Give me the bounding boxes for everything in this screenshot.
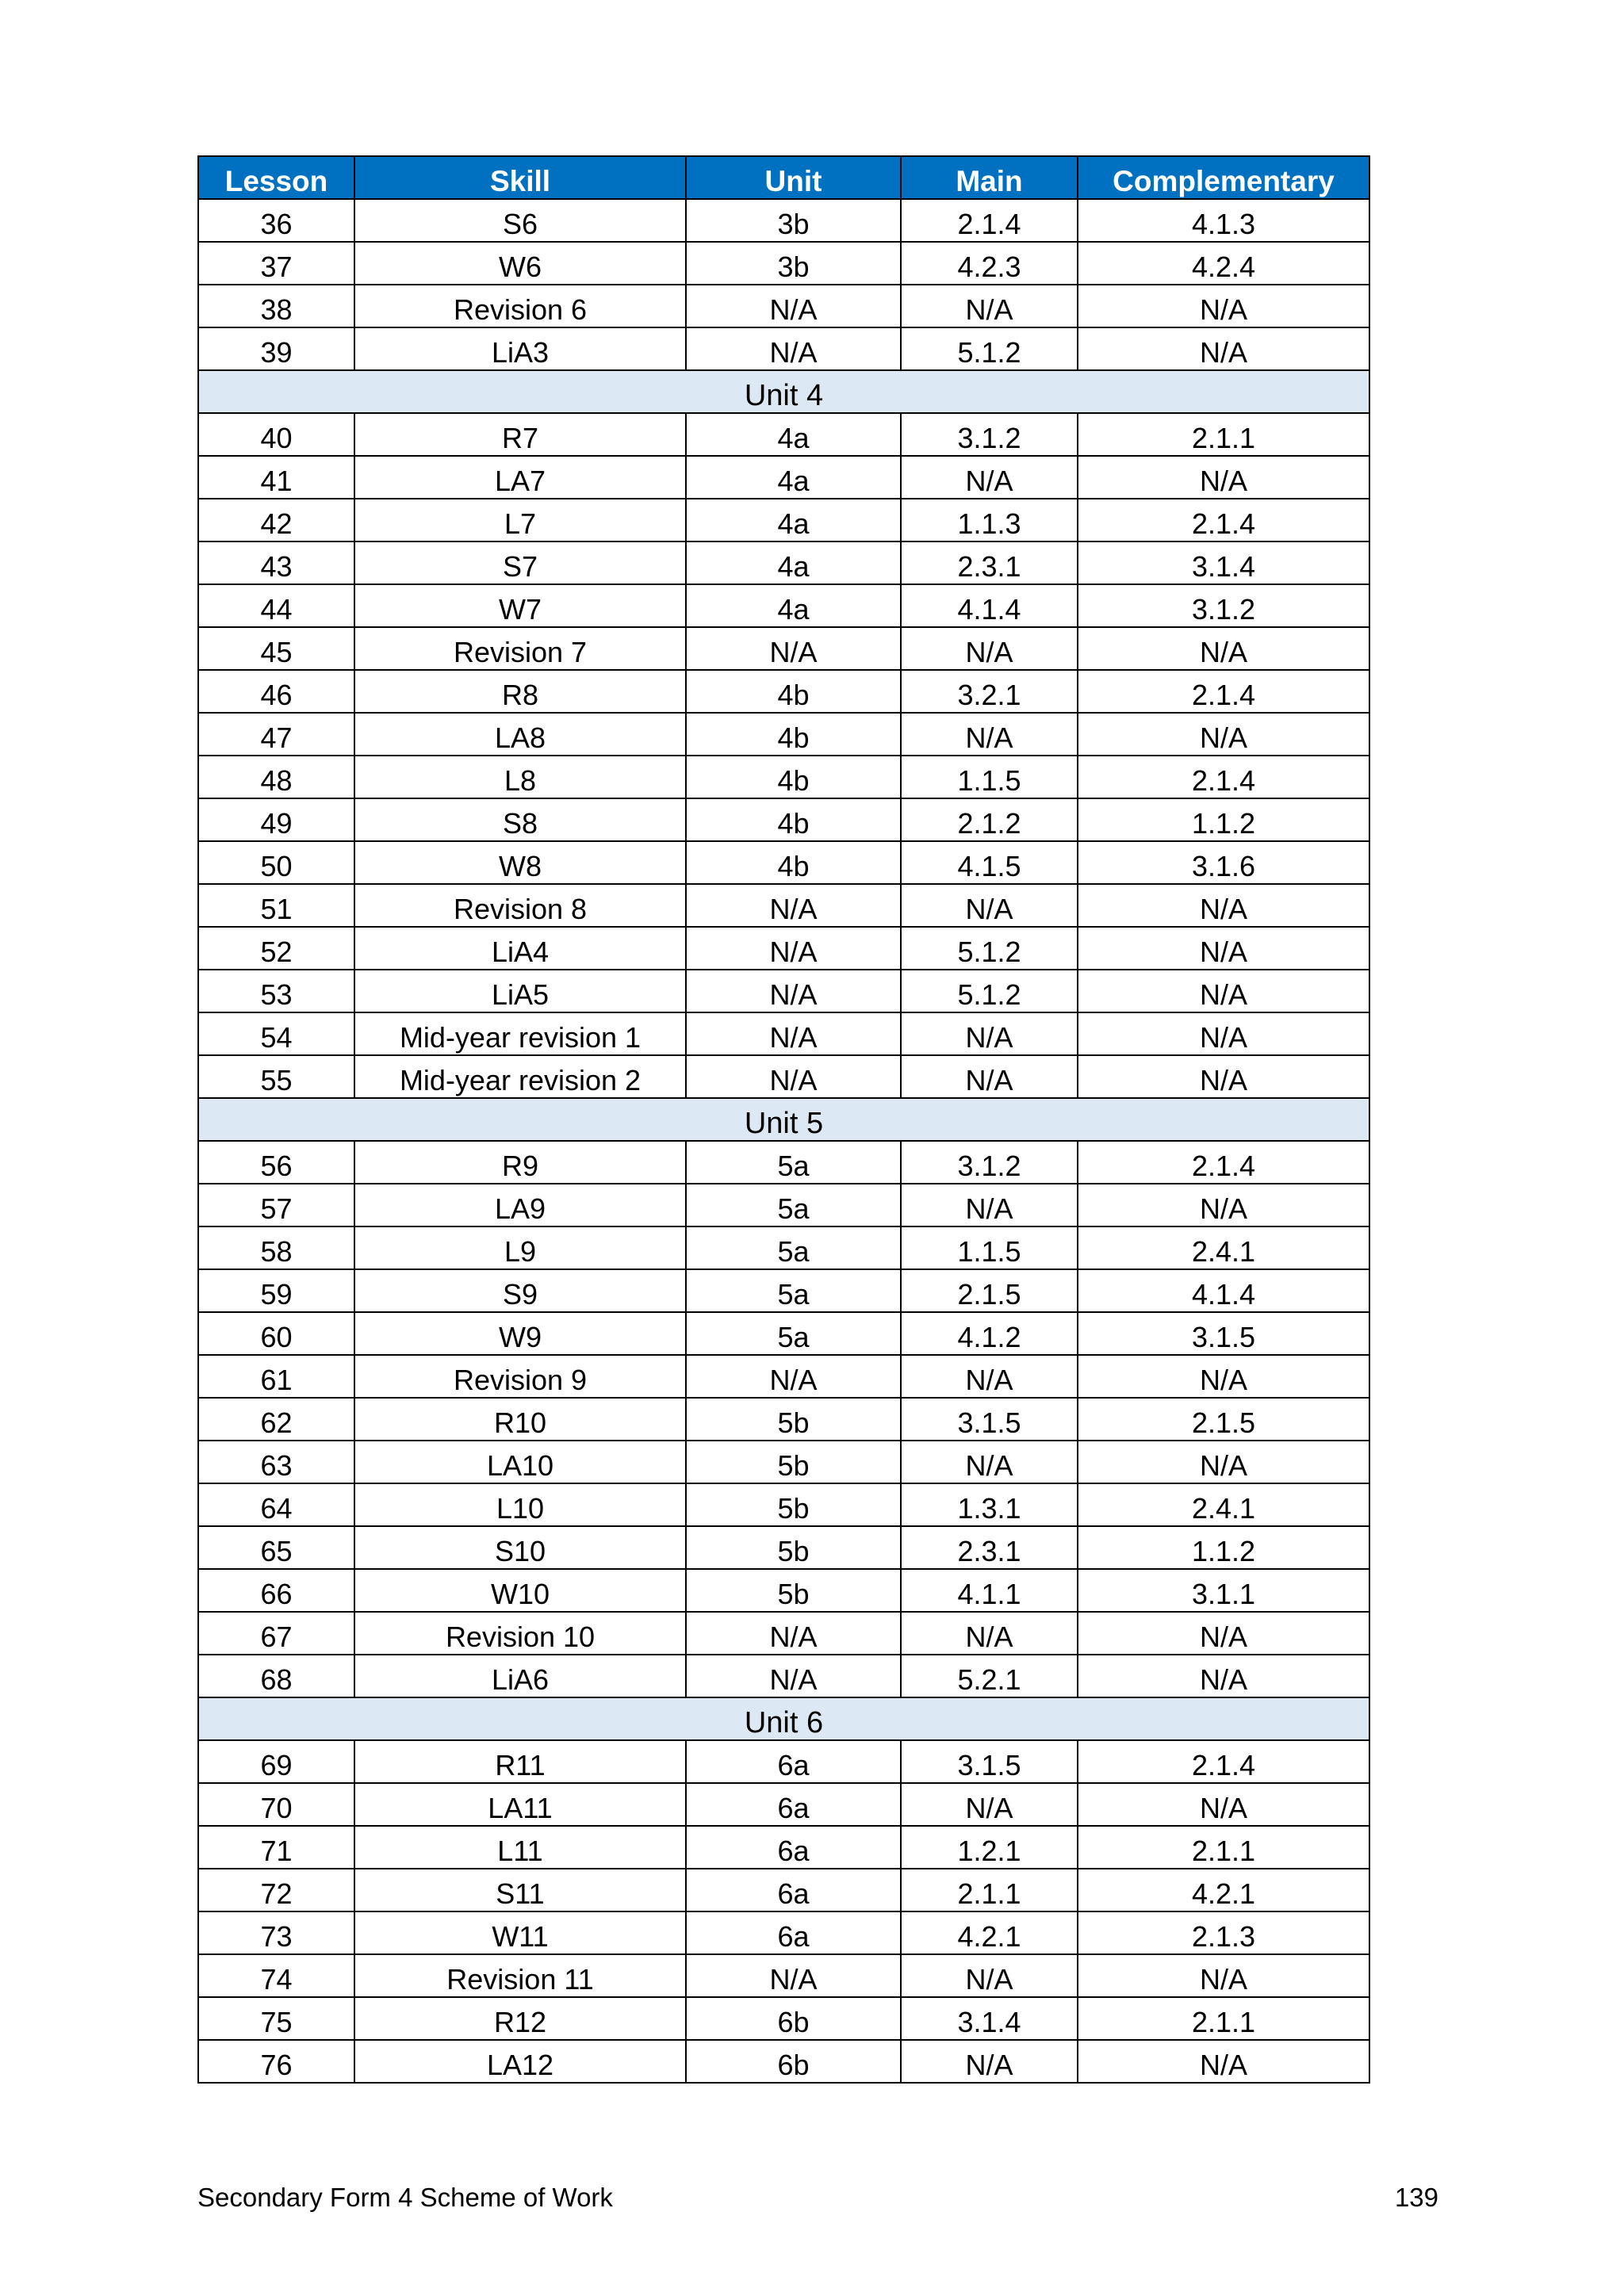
cell-main: 1.1.3 xyxy=(901,499,1078,541)
cell-lesson: 60 xyxy=(198,1312,354,1355)
cell-unit: 4b xyxy=(686,798,901,841)
table-row xyxy=(198,199,1369,242)
table-row xyxy=(198,1141,1369,1184)
cell-main: N/A xyxy=(901,1184,1078,1226)
cell-main: 5.1.2 xyxy=(901,927,1078,970)
cell-lesson: 41 xyxy=(198,456,354,499)
cell-complementary: 2.1.1 xyxy=(1078,1826,1369,1869)
table-row xyxy=(198,670,1369,713)
table-row xyxy=(198,1055,1369,1098)
cell-lesson: 64 xyxy=(198,1483,354,1526)
cell-complementary: N/A xyxy=(1078,1355,1369,1398)
cell-main: 1.1.5 xyxy=(901,1226,1078,1269)
cell-skill: Mid-year revision 2 xyxy=(354,1055,686,1098)
table-row xyxy=(198,1783,1369,1826)
cell-unit: 4a xyxy=(686,413,901,456)
cell-skill: Revision 7 xyxy=(354,627,686,670)
cell-skill: Revision 11 xyxy=(354,1954,686,1997)
table-row xyxy=(198,1441,1369,1483)
cell-complementary: N/A xyxy=(1078,884,1369,927)
cell-skill: LiA4 xyxy=(354,927,686,970)
cell-lesson: 59 xyxy=(198,1269,354,1312)
cell-complementary: 2.1.1 xyxy=(1078,1997,1369,2040)
cell-main: 3.2.1 xyxy=(901,670,1078,713)
cell-lesson: 56 xyxy=(198,1141,354,1184)
table-row xyxy=(198,1911,1369,1954)
column-header-main: Main xyxy=(901,156,1078,199)
cell-complementary: 1.1.2 xyxy=(1078,798,1369,841)
cell-unit: 5a xyxy=(686,1141,901,1184)
cell-main: 3.1.5 xyxy=(901,1740,1078,1783)
table-row xyxy=(198,1740,1369,1783)
table-row xyxy=(198,1997,1369,2040)
cell-lesson: 36 xyxy=(198,199,354,242)
cell-skill: L10 xyxy=(354,1483,686,1526)
cell-main: 2.1.4 xyxy=(901,199,1078,242)
cell-complementary: 2.1.1 xyxy=(1078,413,1369,456)
table-row xyxy=(198,1569,1369,1612)
cell-unit: N/A xyxy=(686,970,901,1012)
cell-lesson: 55 xyxy=(198,1055,354,1098)
cell-complementary: 3.1.4 xyxy=(1078,541,1369,584)
cell-skill: LiA6 xyxy=(354,1655,686,1697)
cell-main: 4.1.5 xyxy=(901,841,1078,884)
table-row xyxy=(198,841,1369,884)
cell-unit: 4a xyxy=(686,584,901,627)
cell-complementary: 4.1.4 xyxy=(1078,1269,1369,1312)
cell-skill: LiA3 xyxy=(354,327,686,370)
cell-skill: LA8 xyxy=(354,713,686,756)
cell-skill: L11 xyxy=(354,1826,686,1869)
cell-unit: 6b xyxy=(686,1997,901,2040)
table-row xyxy=(198,1612,1369,1655)
cell-skill: R12 xyxy=(354,1997,686,2040)
table-row xyxy=(198,1655,1369,1697)
cell-unit: 6a xyxy=(686,1911,901,1954)
cell-main: N/A xyxy=(901,1012,1078,1055)
cell-complementary: N/A xyxy=(1078,2040,1369,2083)
cell-complementary: 2.1.4 xyxy=(1078,670,1369,713)
cell-lesson: 67 xyxy=(198,1612,354,1655)
table-row xyxy=(198,1869,1369,1911)
table-row xyxy=(198,456,1369,499)
cell-main: 4.2.1 xyxy=(901,1911,1078,1954)
table-row xyxy=(198,1483,1369,1526)
cell-skill: W6 xyxy=(354,242,686,285)
cell-main: 1.2.1 xyxy=(901,1826,1078,1869)
cell-unit: N/A xyxy=(686,285,901,327)
cell-unit: 5a xyxy=(686,1312,901,1355)
cell-complementary: N/A xyxy=(1078,1655,1369,1697)
cell-main: 4.1.2 xyxy=(901,1312,1078,1355)
cell-unit: 4a xyxy=(686,499,901,541)
cell-complementary: 4.2.1 xyxy=(1078,1869,1369,1911)
cell-complementary: N/A xyxy=(1078,970,1369,1012)
cell-unit: 6a xyxy=(686,1869,901,1911)
cell-unit: 5a xyxy=(686,1226,901,1269)
cell-complementary: 2.1.4 xyxy=(1078,499,1369,541)
cell-main: N/A xyxy=(901,1612,1078,1655)
cell-complementary: 2.1.5 xyxy=(1078,1398,1369,1441)
cell-complementary: N/A xyxy=(1078,1012,1369,1055)
cell-main: N/A xyxy=(901,713,1078,756)
cell-lesson: 52 xyxy=(198,927,354,970)
cell-complementary: 2.4.1 xyxy=(1078,1226,1369,1269)
cell-unit: 4a xyxy=(686,541,901,584)
scheme-of-work-table xyxy=(197,155,1370,2084)
cell-complementary: N/A xyxy=(1078,327,1369,370)
cell-lesson: 62 xyxy=(198,1398,354,1441)
cell-lesson: 66 xyxy=(198,1569,354,1612)
cell-complementary: 2.1.4 xyxy=(1078,1141,1369,1184)
cell-unit: N/A xyxy=(686,1012,901,1055)
cell-complementary: N/A xyxy=(1078,1441,1369,1483)
table-row xyxy=(198,2040,1369,2083)
table-header xyxy=(198,156,1369,199)
cell-main: N/A xyxy=(901,2040,1078,2083)
cell-lesson: 54 xyxy=(198,1012,354,1055)
table-row xyxy=(198,285,1369,327)
cell-main: N/A xyxy=(901,884,1078,927)
cell-skill: W9 xyxy=(354,1312,686,1355)
cell-lesson: 74 xyxy=(198,1954,354,1997)
cell-lesson: 61 xyxy=(198,1355,354,1398)
table-row xyxy=(198,499,1369,541)
cell-main: 4.2.3 xyxy=(901,242,1078,285)
table-row xyxy=(198,1398,1369,1441)
cell-complementary: N/A xyxy=(1078,1612,1369,1655)
cell-lesson: 39 xyxy=(198,327,354,370)
table-row xyxy=(198,242,1369,285)
cell-lesson: 50 xyxy=(198,841,354,884)
cell-lesson: 75 xyxy=(198,1997,354,2040)
cell-unit: N/A xyxy=(686,884,901,927)
cell-main: 3.1.2 xyxy=(901,413,1078,456)
cell-lesson: 73 xyxy=(198,1911,354,1954)
cell-skill: LA10 xyxy=(354,1441,686,1483)
table-row xyxy=(198,1826,1369,1869)
cell-complementary: N/A xyxy=(1078,1055,1369,1098)
cell-unit: N/A xyxy=(686,327,901,370)
cell-skill: S9 xyxy=(354,1269,686,1312)
cell-lesson: 69 xyxy=(198,1740,354,1783)
table-row xyxy=(198,927,1369,970)
cell-complementary: 3.1.1 xyxy=(1078,1569,1369,1612)
cell-skill: R8 xyxy=(354,670,686,713)
cell-complementary: N/A xyxy=(1078,285,1369,327)
cell-unit: 6a xyxy=(686,1826,901,1869)
table-row xyxy=(198,1312,1369,1355)
cell-skill: L8 xyxy=(354,756,686,798)
cell-complementary: N/A xyxy=(1078,927,1369,970)
cell-lesson: 48 xyxy=(198,756,354,798)
cell-skill: Revision 6 xyxy=(354,285,686,327)
cell-complementary: N/A xyxy=(1078,713,1369,756)
cell-lesson: 58 xyxy=(198,1226,354,1269)
cell-main: N/A xyxy=(901,1954,1078,1997)
cell-complementary: 3.1.2 xyxy=(1078,584,1369,627)
cell-unit: N/A xyxy=(686,1655,901,1697)
cell-main: N/A xyxy=(901,456,1078,499)
table-row xyxy=(198,1355,1369,1398)
unit-section-row xyxy=(198,370,1369,413)
cell-unit: N/A xyxy=(686,927,901,970)
cell-complementary: N/A xyxy=(1078,1184,1369,1226)
cell-unit: 4b xyxy=(686,713,901,756)
cell-lesson: 37 xyxy=(198,242,354,285)
cell-complementary: 2.4.1 xyxy=(1078,1483,1369,1526)
table-row xyxy=(198,1269,1369,1312)
cell-lesson: 65 xyxy=(198,1526,354,1569)
cell-skill: W7 xyxy=(354,584,686,627)
table-row xyxy=(198,1954,1369,1997)
cell-main: 5.1.2 xyxy=(901,970,1078,1012)
unit-section-label: Unit 6 xyxy=(198,1697,1369,1740)
column-header-complementary: Complementary xyxy=(1078,156,1369,199)
cell-complementary: 1.1.2 xyxy=(1078,1526,1369,1569)
cell-unit: 6a xyxy=(686,1783,901,1826)
cell-unit: 5b xyxy=(686,1398,901,1441)
unit-section-row xyxy=(198,1697,1369,1740)
cell-lesson: 46 xyxy=(198,670,354,713)
cell-unit: 4b xyxy=(686,670,901,713)
column-header-unit: Unit xyxy=(686,156,901,199)
cell-unit: 3b xyxy=(686,199,901,242)
cell-skill: L9 xyxy=(354,1226,686,1269)
cell-lesson: 43 xyxy=(198,541,354,584)
table-row xyxy=(198,327,1369,370)
cell-lesson: 71 xyxy=(198,1826,354,1869)
cell-complementary: N/A xyxy=(1078,627,1369,670)
cell-skill: Revision 10 xyxy=(354,1612,686,1655)
cell-skill: LA9 xyxy=(354,1184,686,1226)
cell-unit: 6a xyxy=(686,1740,901,1783)
table-row xyxy=(198,1226,1369,1269)
cell-unit: 4b xyxy=(686,756,901,798)
cell-complementary: 3.1.5 xyxy=(1078,1312,1369,1355)
cell-main: 3.1.5 xyxy=(901,1398,1078,1441)
cell-lesson: 68 xyxy=(198,1655,354,1697)
cell-lesson: 51 xyxy=(198,884,354,927)
cell-skill: LA12 xyxy=(354,2040,686,2083)
cell-main: 5.1.2 xyxy=(901,327,1078,370)
cell-main: 2.1.2 xyxy=(901,798,1078,841)
cell-complementary: N/A xyxy=(1078,1783,1369,1826)
unit-section-row xyxy=(198,1098,1369,1141)
cell-main: 1.3.1 xyxy=(901,1483,1078,1526)
cell-main: 2.1.5 xyxy=(901,1269,1078,1312)
cell-unit: 5b xyxy=(686,1569,901,1612)
table-row xyxy=(198,541,1369,584)
cell-lesson: 47 xyxy=(198,713,354,756)
table-row xyxy=(198,884,1369,927)
cell-unit: 5b xyxy=(686,1441,901,1483)
cell-main: 4.1.4 xyxy=(901,584,1078,627)
cell-lesson: 72 xyxy=(198,1869,354,1911)
table-row xyxy=(198,1184,1369,1226)
table-row xyxy=(198,970,1369,1012)
cell-lesson: 49 xyxy=(198,798,354,841)
cell-complementary: N/A xyxy=(1078,1954,1369,1997)
cell-lesson: 42 xyxy=(198,499,354,541)
column-header-lesson: Lesson xyxy=(198,156,354,199)
cell-unit: N/A xyxy=(686,1355,901,1398)
cell-main: N/A xyxy=(901,1355,1078,1398)
cell-complementary: 4.2.4 xyxy=(1078,242,1369,285)
cell-unit: 4a xyxy=(686,456,901,499)
cell-complementary: 2.1.4 xyxy=(1078,1740,1369,1783)
cell-main: 3.1.2 xyxy=(901,1141,1078,1184)
cell-lesson: 44 xyxy=(198,584,354,627)
cell-skill: R11 xyxy=(354,1740,686,1783)
cell-unit: 5a xyxy=(686,1269,901,1312)
table-row xyxy=(198,627,1369,670)
cell-skill: L7 xyxy=(354,499,686,541)
cell-complementary: 2.1.3 xyxy=(1078,1911,1369,1954)
cell-unit: N/A xyxy=(686,1612,901,1655)
cell-complementary: N/A xyxy=(1078,456,1369,499)
table-row xyxy=(198,713,1369,756)
cell-main: 2.3.1 xyxy=(901,541,1078,584)
cell-unit: 3b xyxy=(686,242,901,285)
cell-skill: Revision 9 xyxy=(354,1355,686,1398)
cell-unit: 5b xyxy=(686,1526,901,1569)
cell-unit: 6b xyxy=(686,2040,901,2083)
cell-main: N/A xyxy=(901,1783,1078,1826)
cell-skill: LiA5 xyxy=(354,970,686,1012)
cell-lesson: 38 xyxy=(198,285,354,327)
cell-complementary: 4.1.3 xyxy=(1078,199,1369,242)
cell-skill: W10 xyxy=(354,1569,686,1612)
cell-skill: W11 xyxy=(354,1911,686,1954)
header-row xyxy=(198,156,1369,199)
cell-skill: LA11 xyxy=(354,1783,686,1826)
cell-lesson: 70 xyxy=(198,1783,354,1826)
table-row xyxy=(198,798,1369,841)
footer-document-title: Secondary Form 4 Scheme of Work xyxy=(197,2183,613,2212)
cell-skill: R7 xyxy=(354,413,686,456)
cell-lesson: 40 xyxy=(198,413,354,456)
cell-skill: S10 xyxy=(354,1526,686,1569)
cell-skill: S6 xyxy=(354,199,686,242)
cell-unit: 4b xyxy=(686,841,901,884)
table-row xyxy=(198,413,1369,456)
cell-skill: R10 xyxy=(354,1398,686,1441)
cell-lesson: 45 xyxy=(198,627,354,670)
cell-skill: S8 xyxy=(354,798,686,841)
cell-main: N/A xyxy=(901,285,1078,327)
cell-main: N/A xyxy=(901,1441,1078,1483)
cell-lesson: 76 xyxy=(198,2040,354,2083)
cell-skill: S7 xyxy=(354,541,686,584)
cell-skill: LA7 xyxy=(354,456,686,499)
cell-main: N/A xyxy=(901,1055,1078,1098)
cell-lesson: 53 xyxy=(198,970,354,1012)
table-body xyxy=(198,199,1369,2083)
table-row xyxy=(198,584,1369,627)
cell-unit: 5b xyxy=(686,1483,901,1526)
cell-lesson: 57 xyxy=(198,1184,354,1226)
column-header-skill: Skill xyxy=(354,156,686,199)
table-row xyxy=(198,756,1369,798)
cell-complementary: 3.1.6 xyxy=(1078,841,1369,884)
cell-skill: S11 xyxy=(354,1869,686,1911)
cell-skill: W8 xyxy=(354,841,686,884)
cell-main: 5.2.1 xyxy=(901,1655,1078,1697)
cell-main: N/A xyxy=(901,627,1078,670)
unit-section-label: Unit 4 xyxy=(198,370,1369,413)
cell-skill: R9 xyxy=(354,1141,686,1184)
footer-page-number: 139 xyxy=(1394,2183,1438,2212)
cell-unit: N/A xyxy=(686,1954,901,1997)
cell-complementary: 2.1.4 xyxy=(1078,756,1369,798)
table-row xyxy=(198,1012,1369,1055)
cell-unit: 5a xyxy=(686,1184,901,1226)
cell-main: 2.1.1 xyxy=(901,1869,1078,1911)
cell-unit: N/A xyxy=(686,1055,901,1098)
cell-main: 3.1.4 xyxy=(901,1997,1078,2040)
cell-skill: Mid-year revision 1 xyxy=(354,1012,686,1055)
cell-main: 2.3.1 xyxy=(901,1526,1078,1569)
cell-main: 1.1.5 xyxy=(901,756,1078,798)
unit-section-label: Unit 5 xyxy=(198,1098,1369,1141)
cell-lesson: 63 xyxy=(198,1441,354,1483)
cell-skill: Revision 8 xyxy=(354,884,686,927)
table-row xyxy=(198,1526,1369,1569)
cell-unit: N/A xyxy=(686,627,901,670)
cell-main: 4.1.1 xyxy=(901,1569,1078,1612)
